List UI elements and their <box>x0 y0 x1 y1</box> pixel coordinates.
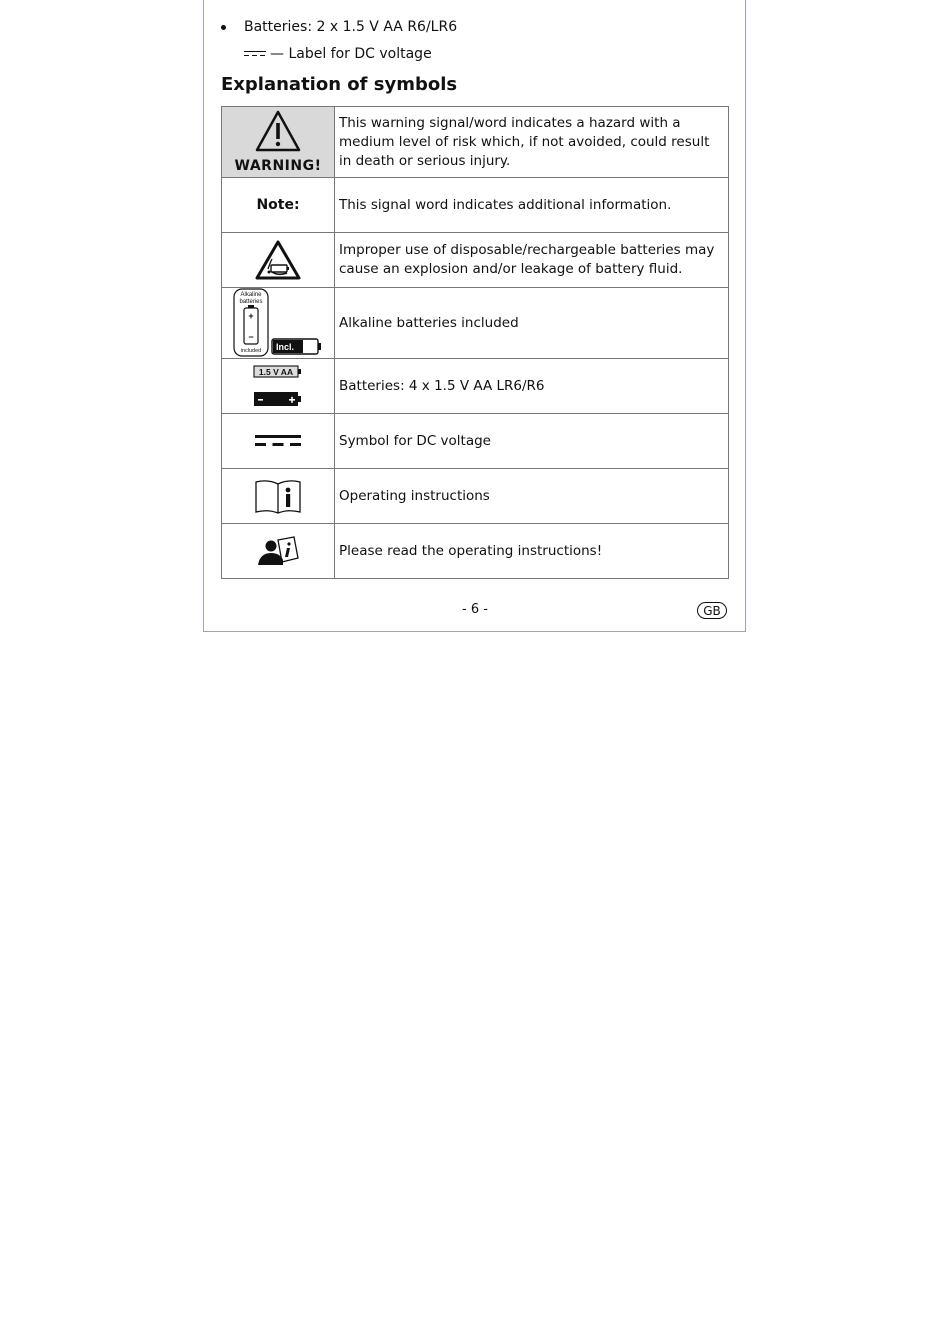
battery-aa-description: Batteries: 4 x 1.5 V AA LR6/R6 <box>335 359 729 414</box>
dc-voltage-icon <box>254 433 302 449</box>
table-row <box>222 524 729 579</box>
alkaline-icon-text-3: included <box>240 348 262 354</box>
table-row <box>222 107 729 178</box>
warning-label: WARNING! <box>234 157 322 174</box>
table-row <box>222 233 729 288</box>
table-row <box>222 469 729 524</box>
battery-bullet <box>221 19 457 35</box>
read-instructions-description: Please read the operating instructions! <box>335 524 729 579</box>
alkaline-description: Alkaline batteries included <box>335 288 729 359</box>
alkaline-batteries-included-icon <box>230 288 326 358</box>
warning-triangle-icon <box>254 109 302 153</box>
incl-badge-text: Incl. <box>276 342 295 352</box>
instructions-description: Operating instructions <box>335 469 729 524</box>
battery-bullet-text: Batteries: 2 x 1.5 V AA R6/LR6 <box>244 19 458 35</box>
note-label: Note: <box>256 196 300 213</box>
table-row <box>222 288 729 359</box>
dc-label-line <box>244 46 432 62</box>
svg-text:−: − <box>248 332 254 342</box>
alkaline-icon-text-2: batteries <box>239 299 263 305</box>
table-row <box>222 178 729 233</box>
aa-battery-icon <box>253 364 303 408</box>
alkaline-icon-text-1: Alkaline <box>240 292 262 298</box>
table-row <box>222 359 729 414</box>
battery-aa-symbol-cell <box>222 359 335 414</box>
open-book-info-icon <box>254 478 302 514</box>
section-heading: Explanation of symbols <box>221 74 458 95</box>
table-row <box>222 414 729 469</box>
dc-symbol-cell <box>222 414 335 469</box>
svg-text:+: + <box>248 311 254 321</box>
dc-label-text: — Label for DC voltage <box>270 46 432 62</box>
warning-symbol-cell <box>222 107 335 178</box>
note-description: This signal word indicates additional information. <box>335 178 729 233</box>
instructions-symbol-cell <box>222 469 335 524</box>
page-number: - 6 - <box>462 602 488 617</box>
read-instructions-symbol-cell <box>222 524 335 579</box>
bullet-dot-icon <box>221 25 226 30</box>
aa-battery-label: 1.5 V AA <box>258 367 294 377</box>
warning-description: This warning signal/word indicates a hazard with a medium level of risk which, if not avoided, could result in death or serious injury. <box>335 107 729 178</box>
symbols-table <box>221 106 729 579</box>
alkaline-symbol-cell <box>222 288 335 359</box>
note-symbol-cell <box>222 178 335 233</box>
battery-hazard-symbol-cell <box>222 233 335 288</box>
dc-voltage-icon <box>244 51 266 57</box>
battery-explosion-warning-icon <box>254 239 302 281</box>
battery-hazard-description: Improper use of disposable/rechargeable batteries may cause an explosion and/or leakage of battery fluid. <box>335 233 729 288</box>
read-instructions-icon <box>256 536 300 566</box>
dc-description: Symbol for DC voltage <box>335 414 729 469</box>
country-code-badge: GB <box>697 602 727 619</box>
